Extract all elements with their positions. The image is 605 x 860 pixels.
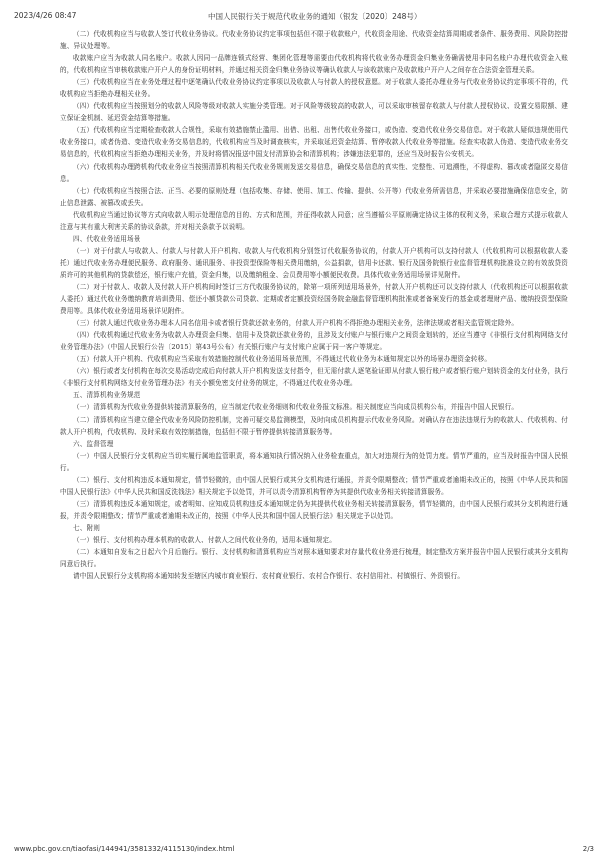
paragraph: （六）银行或者支付机构在每次交易活动完成后向付款人开户机构发送支付指令，但无需付款人逐笔验证即从付款人银行账户或者银行账户划转资金的支付业务，执行《非银行支付机构网络支付业务管理办法》有关小额免密支付业务的规定，不得通过代收业务办理。 bbox=[60, 367, 568, 388]
page-url: www.pbc.gov.cn/tiaofasi/144941/3581332/4115130/index.html bbox=[14, 845, 235, 853]
paragraph: （一）银行、支付机构办理本机构的收款人、付款人之间代收业务的，适用本通知规定。 bbox=[73, 535, 337, 544]
section-heading: 四、代收业务适用场景 bbox=[73, 234, 141, 243]
paragraph: （一）对于付款人与收款人、付款人与付款人开户机构、收款人与代收机构分别签订代收服务协议的，付款人开户机构可以支持付款人（代收机构可以根据收款人委托）通过代收业务办理便民服务、政府服务、通讯服务、非投资型保险等相关费用缴纳，公益捐款，信用卡还款、银行及国务院银行业监督管理机构批准设立的有效放贷资质许可的其他机构的贷款偿还，银行账户充值，资金归集，以及缴纳租金、会员费用等小额便民收费。具体代收业务适用场景详见附件。 bbox=[60, 246, 568, 279]
document-body bbox=[60, 28, 568, 582]
page-footer bbox=[0, 843, 605, 859]
print-datetime: 2023/4/26 08:47 bbox=[14, 11, 77, 20]
document-title: 中国人民银行关于规范代收业务的通知（银发〔2020〕248号） bbox=[208, 12, 422, 21]
paragraph: （四）代收机构通过代收业务为收款人办理资金归集、信用卡及贷款还款业务的，且涉及支付账户与银行账户之间资金划转的，还应当遵守《非银行支付机构网络支付业务管理办法》（中国人民银行公告〔2015〕第43号公布）有关银行账户与支付账户应属于同一客户等规定。 bbox=[60, 331, 568, 352]
section-heading: 七、附则 bbox=[73, 523, 100, 532]
paragraph: （二）代收机构应当与收款人签订代收业务协议。代收业务协议约定事项包括但不限于收款账户，代收资金用途、代收资金结算周期或者条件、服务费用、风险防控措施、异议处理等。 bbox=[60, 30, 568, 51]
paragraph: （一）中国人民银行分支机构应当切实履行属地监管职责，将本通知执行情况纳入业务检查重点，加大对违规行为的处罚力度。情节严重的，应当及时报告中国人民银行。 bbox=[60, 451, 568, 472]
page-number: 2/3 bbox=[582, 845, 594, 853]
paragraph: （二）对于付款人、收款人及付款人开户机构间时签订三方代收服务协议的，除第一项所列适用场景外，付款人开户机构还可以支持付款人（代收机构还可以根据收款人委托）通过代收业务缴纳教育培训费用、偿还小额贷款公司贷款、定期或者定额投资经国务院金融监督管理机构批准或者备案发行的基金或者理财产品、缴纳投资型保险费用等。具体代收业务适用场景详见附件。 bbox=[60, 282, 568, 316]
paragraph: 代收机构应当通过协议等方式向收款人明示处理信息的目的、方式和范围，并征得收款人同意；应当遵循公平原则确定协议主体的权利义务，采取合理方式提示收款人注意与其有重大利害关系的协议条款，并对相关条款予以说明。 bbox=[60, 210, 568, 231]
paragraph: （一）清算机构为代收业务提供转接清算服务的，应当制定代收业务细则和代收业务报文标准。相关制度应当向成员机构公布，并报告中国人民银行。 bbox=[73, 403, 519, 412]
paragraph: 请中国人民银行分支机构将本通知转发至辖区内城市商业银行、农村商业银行、农村合作银行、农村信用社、村镇银行、外资银行。 bbox=[73, 572, 465, 581]
section-heading: 六、监督管理 bbox=[73, 439, 114, 448]
page-header bbox=[0, 0, 605, 26]
paragraph: （二）清算机构应当建立健全代收业务风险防控机制，完善可疑交易监测模型，及时向成员机构提示代收业务风险。对确认存在违法违规行为的收款人、代收机构、付款人开户机构，代收机构、及时采取有效控制措施，包括但不限于暂停提供转接清算服务等。 bbox=[60, 415, 568, 436]
paragraph: （六）代收机构办理跨机构代收业务应当按照清算机构相关代收业务规则发送交易信息，确保交易信息的真实性、完整性、可追溯性，不得虚构、篡改或者隐匿交易信息。 bbox=[60, 162, 568, 183]
paragraph: （三）清算机构违反本通知规定，或者明知、应知成员机构违反本通知规定仍为其提供代收业务相关转接清算服务，情节轻微的，由中国人民银行或其分支机构进行通报，并责令限期整改；情节严重或者逾期未改正的，按照《中华人民共和国中国人民银行法》相关规定予以处罚。 bbox=[60, 499, 568, 520]
paragraph: （二）本通知自发布之日起六个月后施行。银行、支付机构和清算机构应当对照本通知要求对存量代收业务进行梳理，制定整改方案并报告中国人民银行或其分支机构同意后执行。 bbox=[60, 548, 568, 569]
paragraph: 收款账户应当为收款人同名账户。收款人因同一品牌连锁式经营、集团化管理等需要由代收机构将代收业务办理资金归集业务确需使用非同名账户办理代收资金入账的，代收机构应当审核收款账户开户人的身份证明材料，并通过相关资金归集业务协议等确认收款人与该收款账户及收款账户开户人之间存在合法资金管理关系。 bbox=[60, 54, 568, 75]
paragraph: （三）付款人通过代收业务办理本人同名信用卡或者银行贷款还款业务的，付款人开户机构不得拒绝办理相关业务，法律法规或者相关监管规定除外。 bbox=[73, 319, 519, 328]
paragraph: （二）银行、支付机构违反本通知规定，情节轻微的，由中国人民银行或其分支机构进行通报，并责令限期整改；情节严重或者逾期未改正的，按照《中华人民共和国中国人民银行法》《中华人民共和国反洗钱法》相关规定予以处罚，并可以责令清算机构暂停为其提供代收业务相关转接清算服务。 bbox=[60, 475, 568, 496]
paragraph: （四）代收机构应当按照划分的收款人风险等级对收款人实施分类管理。对于风险等级较高的收款人，可以采取审核留存收款人与付款人授权协议、设置交易限额、建立保证金机制、延迟资金结算等措施。 bbox=[60, 102, 568, 123]
paragraph: （七）代收机构应当按照合法、正当、必要的原则处理（包括收集、存储、使用、加工、传输、提供、公开等）代收业务所需信息，并采取必要措施确保信息安全，防止信息泄露、被篡改或丢失。 bbox=[60, 186, 568, 207]
section-heading: 五、清算机构业务规范 bbox=[73, 391, 141, 400]
paragraph: （五）付款人开户机构、代收机构应当采取有效措施控制代收业务适用场景范围，不得通过代收业务为本通知规定以外的场景办理资金转移。 bbox=[73, 355, 492, 364]
paragraph: （五）代收机构应当定期检查收款人合规性，采取有效措施禁止滥用、出借、出租、出售代收业务接口，或伪造、变造代收业务交易信息。对于收款人疑似违规使用代收业务接口，或者伪造、变造代收业务交易信息的，代收机构应当及时调查核实，并采取延迟资金结算、暂停收款人代收业务等措施。经查实收款人伪造、变造代收业务交易信息的，代收机构应当拒绝办理相关业务，并及时将情况报送中国支付清算协会和清算机构；涉嫌违法犯罪的，还应当及时报告公安机关。 bbox=[60, 126, 568, 159]
paragraph: （三）代收机构应当在业务处理过程中逐笔确认代收业务协议约定事项以及收款人与付款人的授权意愿。对于收款人委托办理业务与代收业务协议约定事项不符的，代收机构应当拒绝办理相关业务。 bbox=[60, 78, 568, 99]
